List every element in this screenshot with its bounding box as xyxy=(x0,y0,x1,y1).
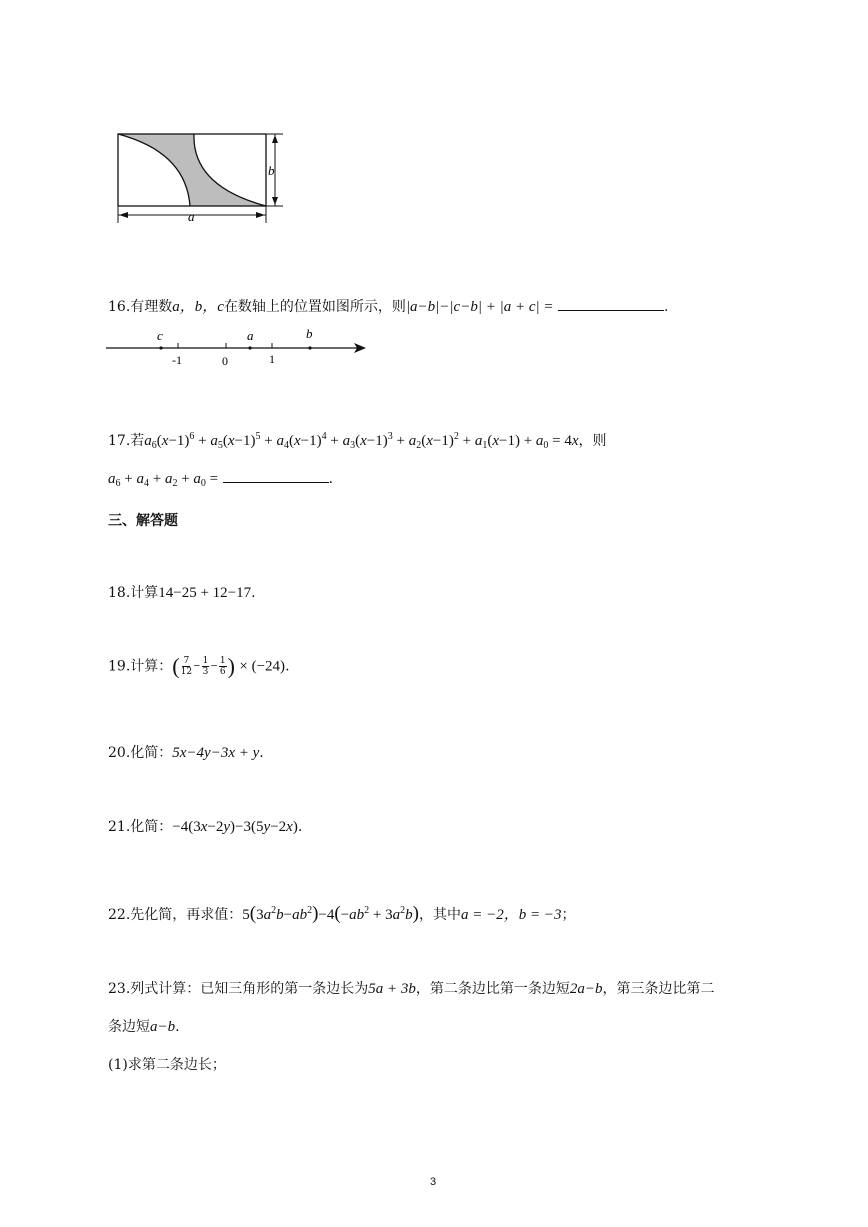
fraction-1-6: $\frac{1}{6}$ xyxy=(219,656,226,677)
point-c xyxy=(159,346,162,349)
question-23-line2: 条边短a−b. xyxy=(108,1019,180,1035)
fraction-1-3: $\frac{1}{3}$ xyxy=(202,656,209,677)
question-17: 17.若$a_6(x-1)^6 + a_5(x-1)^5 + a_4(x-1)^4 + a_3(x-1)^3 + a_2(x-1)^2 + a_1(x-1) + a_0 = 4x$，则 xyxy=(108,431,607,451)
point-a xyxy=(248,346,251,349)
fraction-7-12: $\frac{7}{12}$ xyxy=(180,656,193,677)
label-b-point: b xyxy=(306,326,313,341)
q21-expr: −4(3x−2y)−3(5y−2x) xyxy=(172,819,298,835)
answer-blank-16[interactable] xyxy=(558,298,664,311)
tick-1: 1 xyxy=(269,352,275,366)
q17-sum: $a_6 + a_4 + a_2 + a_0$ = xyxy=(108,471,219,489)
point-b xyxy=(308,346,311,349)
question-23: 23.列式计算：已知三角形的第一条边长为5a + 3b，第二条边比第一条边短2a−b，第三条边比第二 xyxy=(108,981,715,997)
q22-expr: $5(3a^2b-ab^2)-4(-ab^2 + 3a^2b)$ xyxy=(242,903,419,924)
tick-0: 0 xyxy=(222,354,228,368)
question-17-line2: $a_6 + a_4 + a_2 + a_0$ = . xyxy=(108,471,334,489)
label-b: b xyxy=(268,163,275,178)
question-19: 19.计算：( $\frac{7}{12}$ − $\frac{1}{3}$ − $\frac{1}{6}$ ) × (−24). xyxy=(108,653,290,679)
label-a: a xyxy=(188,209,195,224)
shaded-region xyxy=(118,134,266,206)
tick-minus-1: -1 xyxy=(172,353,182,367)
number-line xyxy=(104,324,374,370)
question-22: 22.先化简，再求值：$5(3a^2b-ab^2)-4(-ab^2 + 3a^2b)$，其中a = −2，b = −3； xyxy=(108,903,576,924)
shaded-rectangle-figure xyxy=(108,124,298,226)
label-c: c xyxy=(157,328,163,343)
label-a-point: a xyxy=(247,328,254,343)
question-18: 18.计算14−25 + 12−17. xyxy=(108,585,256,601)
q17-equation: $a_6(x-1)^6 + a_5(x-1)^5 + a_4(x-1)^4 + a_3(x-1)^3 + a_2(x-1)^2 + a_1(x-1) + a_0 = 4x$ xyxy=(144,431,579,451)
question-21: 21.化简：−4(3x−2y)−3(5y−2x). xyxy=(108,819,303,835)
answer-blank-17[interactable] xyxy=(223,470,329,483)
question-23-part1: (1)求第二条边长； xyxy=(108,1057,226,1073)
section-title: 三、解答题 xyxy=(108,513,178,529)
question-16: 16.有理数a，b，c在数轴上的位置如图所示，则|a−b|−|c−b| + |a + c| = . xyxy=(108,299,669,315)
page-number: 3 xyxy=(430,1176,437,1188)
question-20: 20.化简：5x−4y−3x + y. xyxy=(108,745,264,761)
